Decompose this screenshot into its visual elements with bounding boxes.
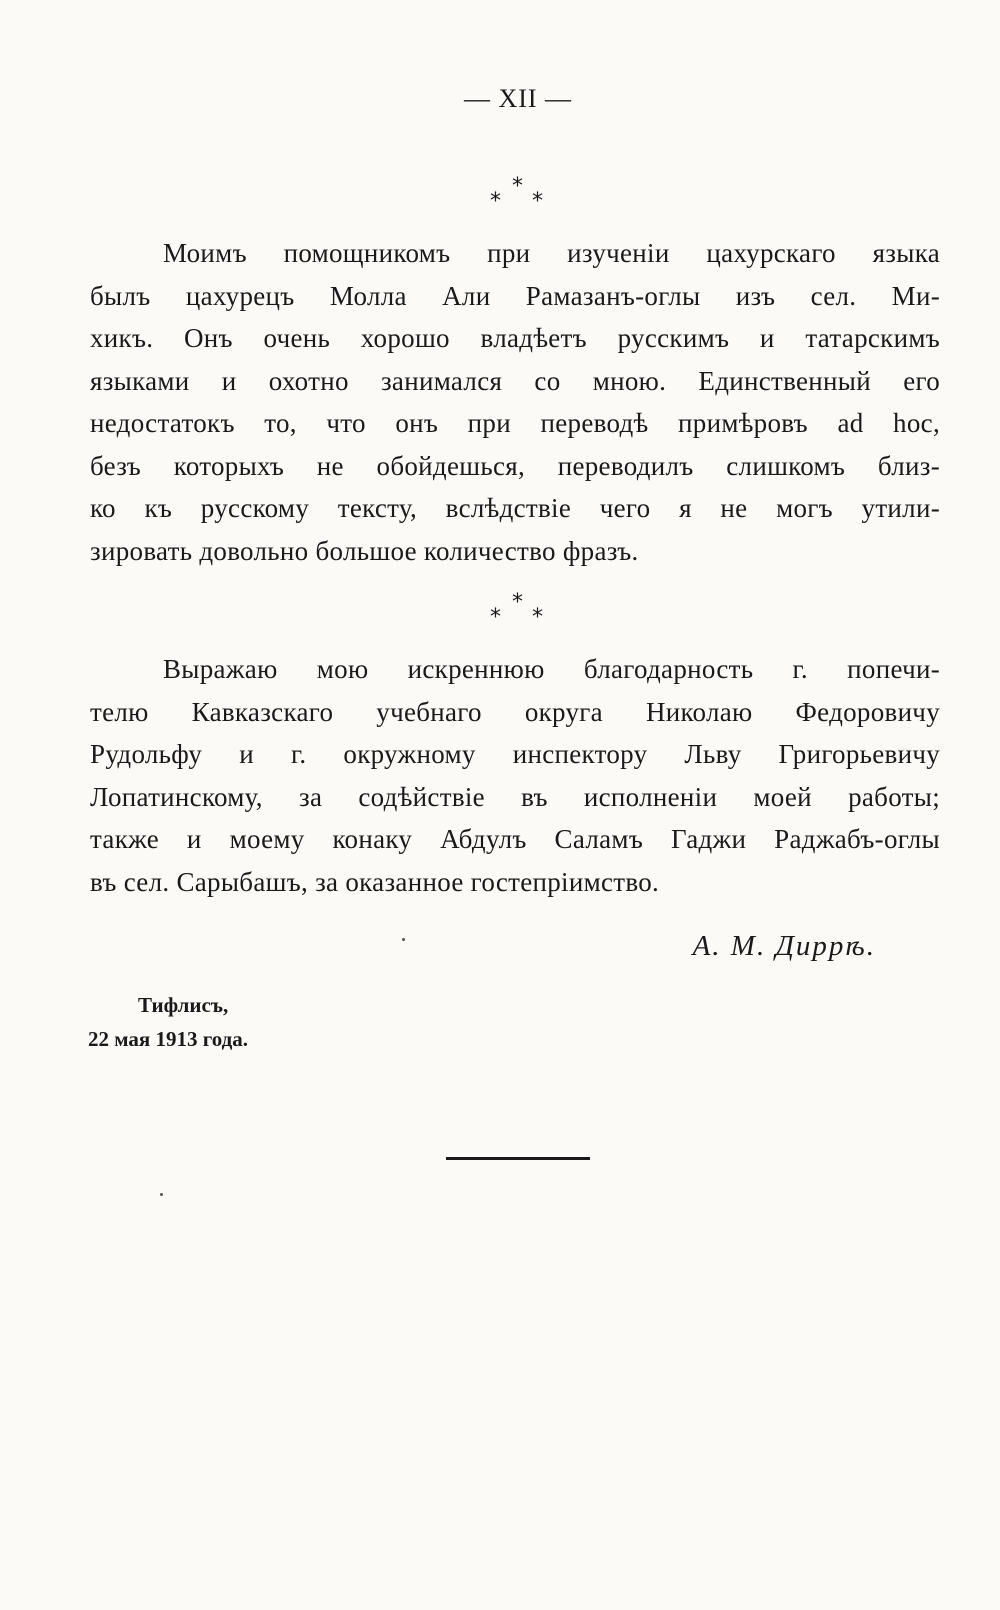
asterism-divider-middle (490, 592, 550, 634)
end-rule (446, 1157, 590, 1160)
text-line: зировать довольно большое количество фразъ. (90, 535, 639, 566)
text-line: недостатокъ то, что онъ при переводѣ примѣровъ ad hoc, (90, 408, 940, 438)
text-line: Рудольфу и г. окружному инспектору Льву Григорьевичу (90, 739, 940, 769)
text-line: Выражаю мою искреннюю благодарность г. попечи- (163, 654, 940, 684)
print-speck (160, 1193, 163, 1196)
place-and-date (88, 988, 248, 1056)
page-number: — XII — (463, 84, 573, 113)
author-signature: А. М. Диррѣ. (692, 930, 876, 962)
place-name: Тифлисъ, (138, 993, 229, 1017)
text-line: въ сел. Сарыбашъ, за оказанное гостепріимство. (90, 866, 660, 897)
text-line: хикъ. Онъ очень хорошо владѣетъ русскимъ и татарскимъ (90, 323, 940, 353)
asterisk: * (490, 605, 501, 630)
asterism-divider-top (490, 176, 550, 218)
date-line: 22 мая 1913 года. (88, 1027, 249, 1051)
text-line: также и моему конаку Абдулъ Саламъ Гаджи Раджабъ-оглы (90, 824, 940, 854)
asterisk: * (512, 174, 523, 199)
asterisk: * (490, 189, 501, 214)
paragraph-assistant (90, 232, 940, 572)
paragraph-acknowledgements (90, 648, 940, 903)
text-line: безъ которыхъ не обойдешься, переводилъ слишкомъ близ- (90, 450, 940, 481)
text-line: Лопатинскому, за содѣйствіе въ исполненіи моей работы; (90, 781, 940, 812)
asterisk: * (532, 189, 543, 214)
text-line: былъ цахурецъ Молла Али Рамазанъ-оглы изъ сел. Ми- (90, 280, 940, 311)
print-speck (402, 938, 405, 941)
text-line: телю Кавказскаго учебнаго округа Николаю Федоровичу (90, 696, 940, 727)
asterisk: * (532, 605, 543, 630)
text-line: ко къ русскому тексту, вслѣдствіе чего я не могъ утили- (90, 493, 940, 523)
text-line: языками и охотно занимался со мною. Единственный его (90, 365, 940, 396)
asterisk: * (512, 590, 523, 615)
text-line: Моимъ помощникомъ при изученіи цахурскаго языка (163, 238, 940, 268)
